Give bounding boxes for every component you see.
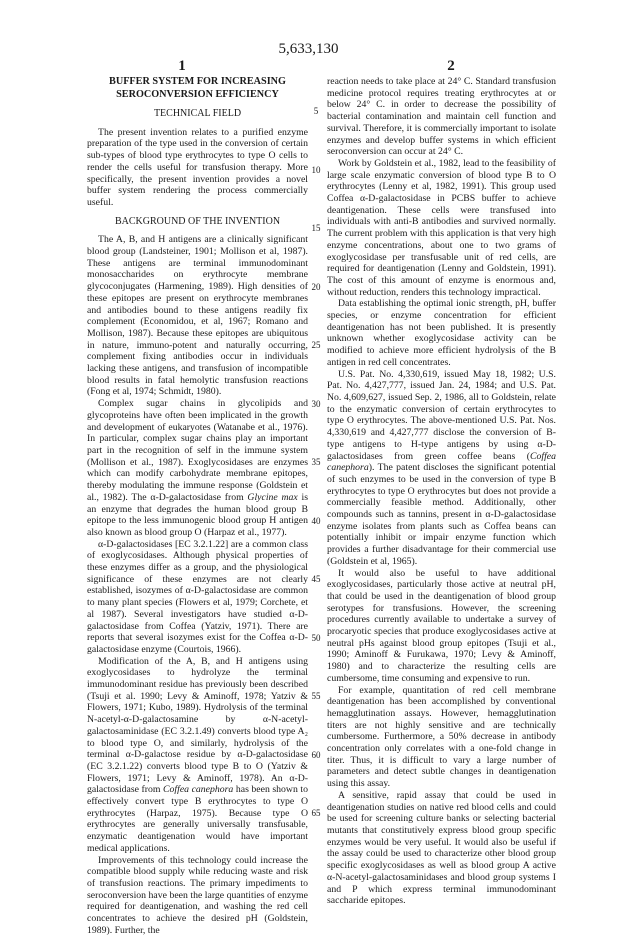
paragraph-text: Improvements of this technology could increase the compatible blood supply while reducing waste and risk of transfusion reactions. The primary impediments to seroconversion have been the large quantities of enzyme required for deantigenation, and washing the red cell concentrates to achieve the desired pH (Goldstein, 1989). Further, the bbox=[87, 854, 308, 936]
paragraph-text: The present invention relates to a purified enzyme preparation of the type used in the conversion of certain sub-types of blood type erythrocytes to type O cells to render the cells useful for transfusion therapy. More specifically, the present invention provides a novel buffer system rendering the process commercially useful. bbox=[87, 126, 308, 208]
paragraph-text: It would also be useful to have additional exoglycosidases, particularly those active at neutral pH, that could be used in the deantigenation of blood group serotypes for transfusions. However, the screening procedures currently available to undertake a survey of procaryotic species that produce exoglycosidases active at neutral pHs against blood group epitopes (Tsuji et al., 1990; Aminoff & Furukawa, 1970; Levy & Aminoff, 1980) and to characterize the resulting cells are cumbersome, time consuming and expensive to run. bbox=[327, 567, 556, 684]
paragraph-text: A sensitive, rapid assay that could be used in deantigenation studies on native red blood cells and could be used for screening culture banks or selecting bacterial mutants that constitutively express blood group specific enzymes would be very useful. It would also be useful if the assay could be used to characterize other blood group specific exoglycosidases as well as blood group A active α-N-acetyl-galactosaminidases and blood group systems I and P which express terminal immunodominant saccharide epitopes. bbox=[327, 789, 556, 907]
line-number: 20 bbox=[311, 281, 321, 292]
title-line: BUFFER SYSTEM FOR INCREASING bbox=[109, 76, 286, 87]
paragraph-text: Modification of the A, B, and H antigens using exoglycosidases to hydrolyze the terminal immunodominant residue has previously been described (Tsuji et al. 1990; Levy & Aminoff, 1978; Yatziv & Flowers, 1971; Kubo, 1989). Hydrolysis of the terminal N-acetyl-α-D-galactosamine by α-N-acetyl-galactosaminidase (EC 3.2.1.49) converts blood type A₂ to blood type O, and similarly, hydrolysis of the terminal α-D-galactose residue by α-D-galactosidase (EC 3.2.1.22) converts blood type B to O (Yatziv & Flowers, 1971; Levy & Aminoff, 1978). An α-D-galactosidase from bbox=[87, 655, 308, 796]
paragraph-text: ). The patent discloses the significant potential of such enzymes to be used in the conversion of type B erythrocytes to type O erythrocytes but does not provide a commercially feasible method. Additionally, other compounds such as tannins, present in α-D-galactosidase enzyme isolates from plants such as Coffea beans can potentially inhibit or impair enzyme function which provides a further disadvantage for their commercial use (Goldstein et al, 1965). bbox=[327, 462, 556, 567]
line-number: 35 bbox=[311, 457, 321, 467]
paragraph bbox=[327, 568, 556, 685]
paragraph bbox=[87, 656, 308, 855]
paragraph bbox=[87, 234, 308, 398]
paragraph-text: For example, quantitation of red cell membrane deantigenation has been accomplished by conventional hemagglutination assays. However, hemagglutination titers are not highly sensitive and are technically cumbersome. Furthermore, a 50% decrease in antibody concentration only correlates with a one-fold change in titer. Thus, it is difficult to vary a large number of parameters and detect subtle changes in deantigenation using this assay. bbox=[327, 684, 556, 790]
paragraph-text: α-D-galactosidases [EC 3.2.1.22] are a common class of exoglycosidases. Although physical properties of these enzymes differ as a group, and the physiological significance of these enzymes are not clearly established, isozymes of α-D-galactosidase are common to many plant species (Flowers et al, 1979; Corchete, et al 1987). Several investigators have studied α-D-galactosidase from Coffea (Yatziv, 1971). There are reports that several isozymes exist for the Coffea α-D-galactosidase enzyme (Courtois, 1966). bbox=[87, 538, 308, 655]
paragraph-text: is an enzyme that degrades the human blood group B epitope to the less immunogenic blood group H antigen also known as blood group O (Harpaz et al., 1977). bbox=[87, 491, 308, 538]
italic-term: Glycine max bbox=[247, 491, 298, 503]
line-number: 65 bbox=[311, 808, 321, 818]
italic-term: Coffea canephora bbox=[327, 450, 556, 474]
section-heading: TECHNICAL FIELD bbox=[153, 108, 242, 119]
line-number: 50 bbox=[311, 632, 321, 643]
document-title bbox=[87, 76, 308, 101]
line-number: 45 bbox=[311, 574, 321, 584]
line-number: 15 bbox=[311, 223, 321, 233]
paragraph bbox=[327, 158, 556, 298]
paragraph-text: Data establishing the optimal ionic strength, pH, buffer species, or enzyme concentration for efficient deantigenation has not been published. It is presently unknown whether exoglycosidase activity can be modified to achieve more efficient hydrolysis of the B antigen in red cell concentrates. bbox=[327, 298, 556, 368]
paragraph-text: has been shown to effectively convert type B erythrocytes to type O erythrocytes (Harpaz, 1975). Because type O erythrocytes are generally universally transfusable, enzymatic deantigenation would have important medical applications. bbox=[87, 784, 308, 854]
line-number: 5 bbox=[313, 106, 319, 116]
line-number: 30 bbox=[311, 398, 321, 409]
paragraph-text: Complex sugar chains in glycolipids and glycoproteins have often been implicated in the growth and development of eukaryotes (Watanabe et al., 1976). In particular, complex sugar chains play an important part in the recognition of self in the immune system (Mollison et al., 1987). Exoglycosidases are enzymes which can modify carbohydrate membrane epitopes, thereby modulating the immune response (Goldstein et al., 1982). The α-D-galactosidase from bbox=[87, 398, 308, 503]
italic-term: Coffea canephora bbox=[163, 784, 234, 796]
paragraph bbox=[87, 398, 308, 538]
paragraph bbox=[87, 127, 308, 209]
paragraph-text: reaction needs to take place at 24° C. Standard transfusion medicine protocol requires treating erythrocytes at or below 24° C. in order to decrease the possibility of bacterial contamination and maintain cell function and survival. Therefore, it is commercially important to isolate enzymes and develop buffer systems in which efficient seroconversion can occur at 24° C. bbox=[327, 76, 556, 158]
left-column bbox=[87, 76, 308, 937]
section-heading: BACKGROUND OF THE INVENTION bbox=[114, 215, 281, 227]
right-column bbox=[327, 76, 556, 907]
line-number: 55 bbox=[311, 691, 321, 701]
paragraph bbox=[87, 539, 308, 656]
paragraph-text: The A, B, and H antigens are a clinically significant blood group (Landsteiner, 1901; Mollison et al, 1987). These antigens are terminal immunodominant monosaccharides on erythrocyte membrane glycoconjugates (Harmening, 1989). High densities of these epitopes are present on erythrocyte membranes and antibodies bound to these antigens readily fix complement (Economidou, et al, 1967; Romano and Mollison, 1987). Because these epitopes are ubiquitous in nature, immuno-potent and naturally occurring, complement fixing antibodies occur in individuals lacking these antigens, and transfusion of incompatible blood results in fatal hemolytic transfusion reactions (Fong et al, 1974; Schmidt, 1980). bbox=[87, 234, 308, 398]
paragraph-text: Work by Goldstein et al., 1982, lead to the feasibility of large scale enzymatic conversion of blood type B to O erythrocytes (Lenny et al, 1982, 1991). This group used Coffea α-D-galactosidase in PCBS buffer to achieve deantigenation. These cells were transfused into individuals with anti-B antibodies and survived normally. The current problem with this application is that very high enzyme concentrations, about one to two grams of exoglycosidase per transfusable unit of red cells, are required for deantigenation (Lenny and Goldstein, 1991). The cost of this amount of enzyme is enormous and, without reduction, renders this technology impractical. bbox=[327, 157, 556, 298]
line-number: 10 bbox=[311, 164, 321, 175]
paragraph bbox=[327, 685, 556, 790]
paragraph-text: U.S. Pat. No. 4,330,619, issued May 18, 1982; U.S. Pat. No. 4,427,777, issued Jan. 24, 1984; and U.S. Pat. No. 4,609,627, issued Sep. 2, 1986, all to Goldstein, relate to the enzymatic conversion of certain erythrocytes to type O erythrocytes. The above-mentioned U.S. Pat. Nos. 4,330,619 and 4,427,777 disclose the conversion of B-type antigens to H-type antigens by using α-D-galactosidases from green coffee beans ( bbox=[327, 368, 556, 462]
line-number: 40 bbox=[311, 515, 321, 526]
paragraph bbox=[327, 76, 556, 158]
paragraph bbox=[327, 790, 556, 907]
column-number-left: 1 bbox=[178, 58, 186, 74]
paragraph bbox=[327, 298, 556, 368]
line-number: 60 bbox=[311, 749, 321, 760]
title-line: SEROCONVERSION EFFICIENCY bbox=[116, 88, 279, 100]
line-number: 25 bbox=[311, 340, 321, 350]
paragraph bbox=[327, 369, 556, 568]
paragraph bbox=[87, 855, 308, 937]
patent-number: 5,633,130 bbox=[278, 41, 339, 57]
column-number-right: 2 bbox=[447, 58, 455, 74]
